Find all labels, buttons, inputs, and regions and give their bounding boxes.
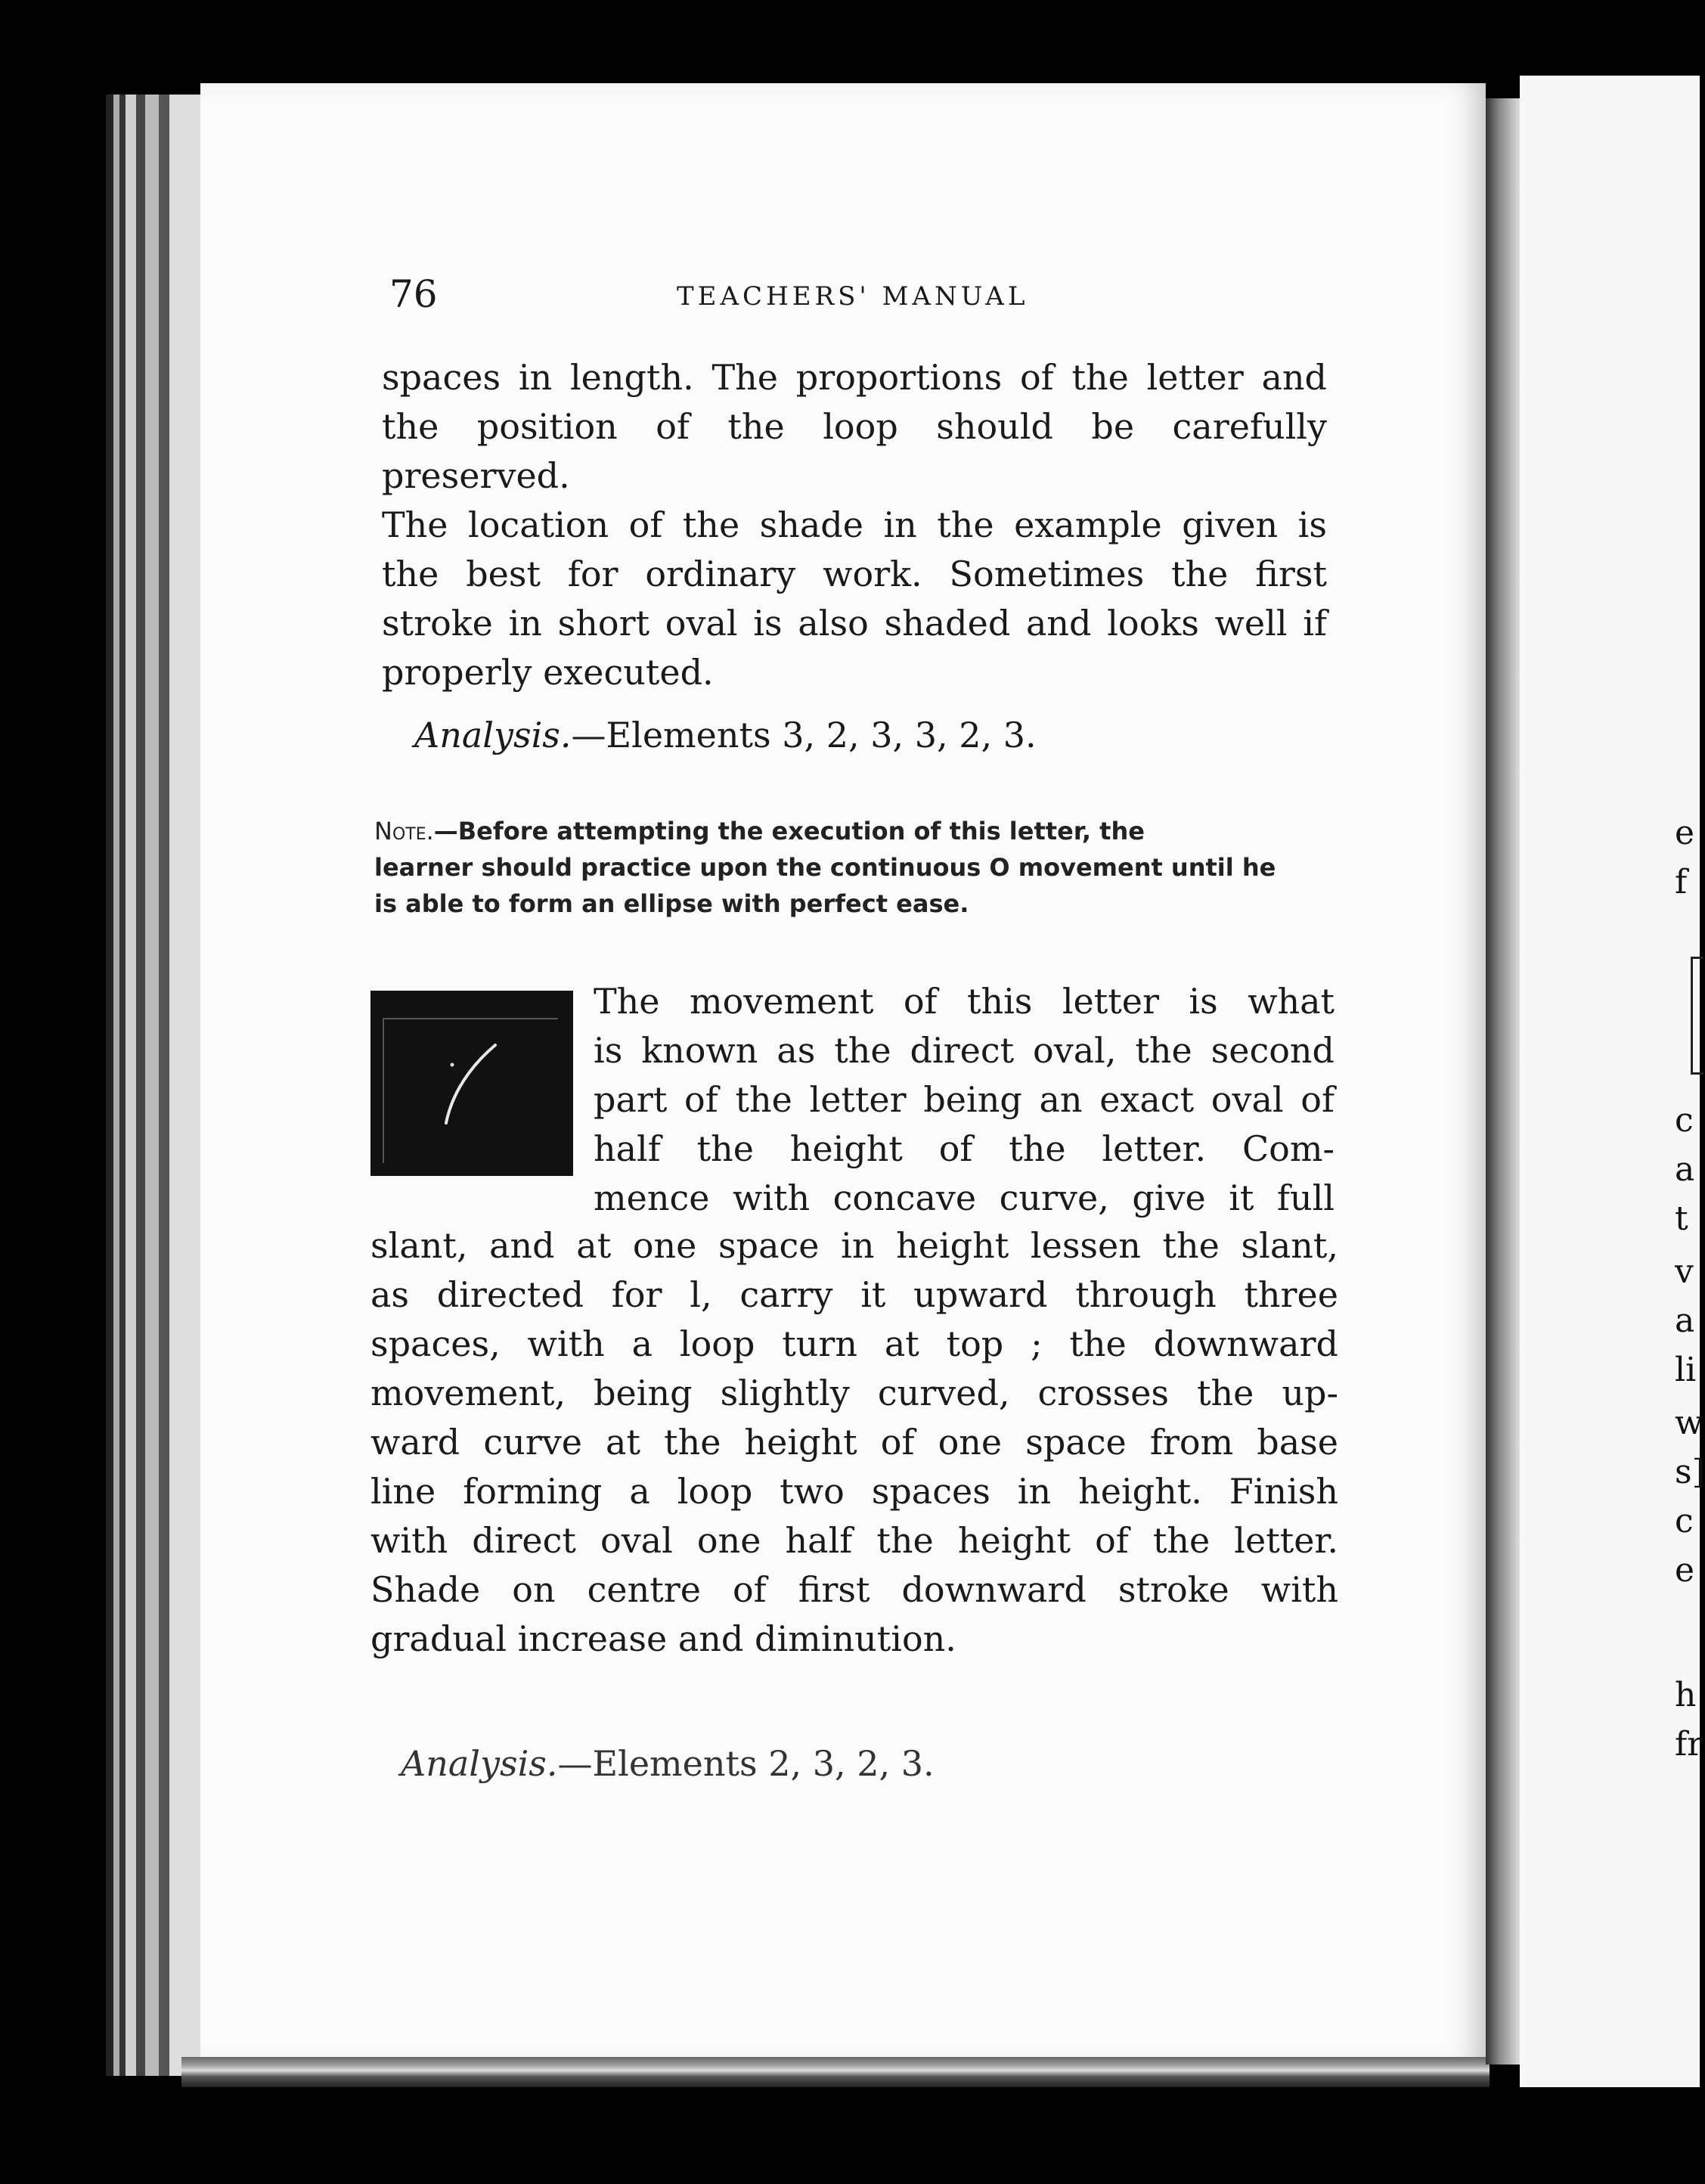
text-line: mence with concave curve, give it full [594, 1177, 1335, 1218]
text-line: with direct oval one half the height of the letter. [370, 1520, 1338, 1561]
text-line: gradual increase and diminution. [370, 1618, 956, 1659]
right-page-fragment: h [1675, 1676, 1697, 1714]
text-line: the best for ordinary work. Sometimes the first [382, 554, 1327, 594]
text-line: movement, being slightly curved, crosses the up- [370, 1373, 1338, 1413]
book-gutter [1486, 98, 1520, 2065]
main-paragraph-rest [370, 1221, 1338, 1664]
note-line: Note.—Before attempting the execution of this letter, the [374, 817, 1145, 845]
right-page-fragment: c [1675, 1101, 1694, 1140]
note [374, 813, 1319, 922]
text-line: the position of the loop should be carefully preserved. [382, 406, 1327, 496]
main-paragraph-first [594, 977, 1335, 1223]
text-line: spaces, with a loop turn at top ; the downward [370, 1323, 1338, 1364]
top-paragraph [382, 353, 1327, 697]
right-page-fragment: li [1675, 1351, 1697, 1389]
text-line: as directed for l, carry it upward through three [370, 1274, 1338, 1315]
analysis-text: —Elements 2, 3, 2, 3. [557, 1743, 935, 1784]
letter-stroke-icon [370, 991, 573, 1176]
right-page-fragment: a [1675, 1301, 1695, 1340]
right-page-fragment: f [1675, 863, 1688, 901]
text-line: The location of the shade in the example given is [382, 504, 1327, 545]
analysis-text: —Elements 3, 2, 3, 3, 2, 3. [571, 715, 1037, 755]
text-line: stroke in short oval is also shaded and looks well if [382, 603, 1327, 644]
right-page-fragment: w [1675, 1404, 1703, 1442]
analysis-line [414, 715, 1037, 755]
page-number: 76 [389, 272, 438, 316]
right-page-fragment: e [1675, 814, 1695, 852]
right-page-fragment: c [1675, 1502, 1694, 1540]
analysis-label: Analysis. [414, 715, 572, 755]
right-page-fragment: v [1675, 1252, 1694, 1291]
book-page-edges [106, 95, 204, 2076]
text-line: properly executed. [382, 652, 714, 693]
letter-illustration [370, 991, 573, 1176]
note-label: Note. [374, 817, 434, 845]
right-page-fragment: s] [1675, 1453, 1705, 1491]
text-line: half the height of the letter. Com- [594, 1128, 1335, 1169]
note-line: learner should practice upon the continuous O movement until he [374, 853, 1276, 882]
right-page-fragment: fr [1675, 1725, 1703, 1764]
text-line: line forming a loop two spaces in height. Finish [370, 1471, 1338, 1512]
book-bottom-edge [181, 2057, 1490, 2087]
running-head: TEACHERS' MANUAL [677, 281, 1029, 312]
note-line: is able to form an ellipse with perfect ease. [374, 889, 969, 918]
analysis-label: Analysis. [401, 1743, 558, 1784]
text-line: part of the letter being an exact oval of [594, 1079, 1335, 1120]
text-line: is known as the direct oval, the second [594, 1030, 1335, 1071]
right-page-fragment: a [1675, 1150, 1695, 1189]
text-line: Shade on centre of first downward stroke with [370, 1569, 1338, 1610]
text-line: The movement of this letter is what [594, 981, 1335, 1022]
text-line: slant, and at one space in height lessen the slant, [370, 1225, 1338, 1266]
right-page [1520, 76, 1700, 2087]
right-page-fragment: t [1675, 1199, 1688, 1238]
text-line: spaces in length. The proportions of the letter and [382, 357, 1327, 398]
analysis-line [401, 1743, 935, 1784]
right-page-fragment: e [1675, 1551, 1695, 1590]
text-line: ward curve at the height of one space from base [370, 1422, 1338, 1463]
right-page-box [1691, 957, 1703, 1075]
